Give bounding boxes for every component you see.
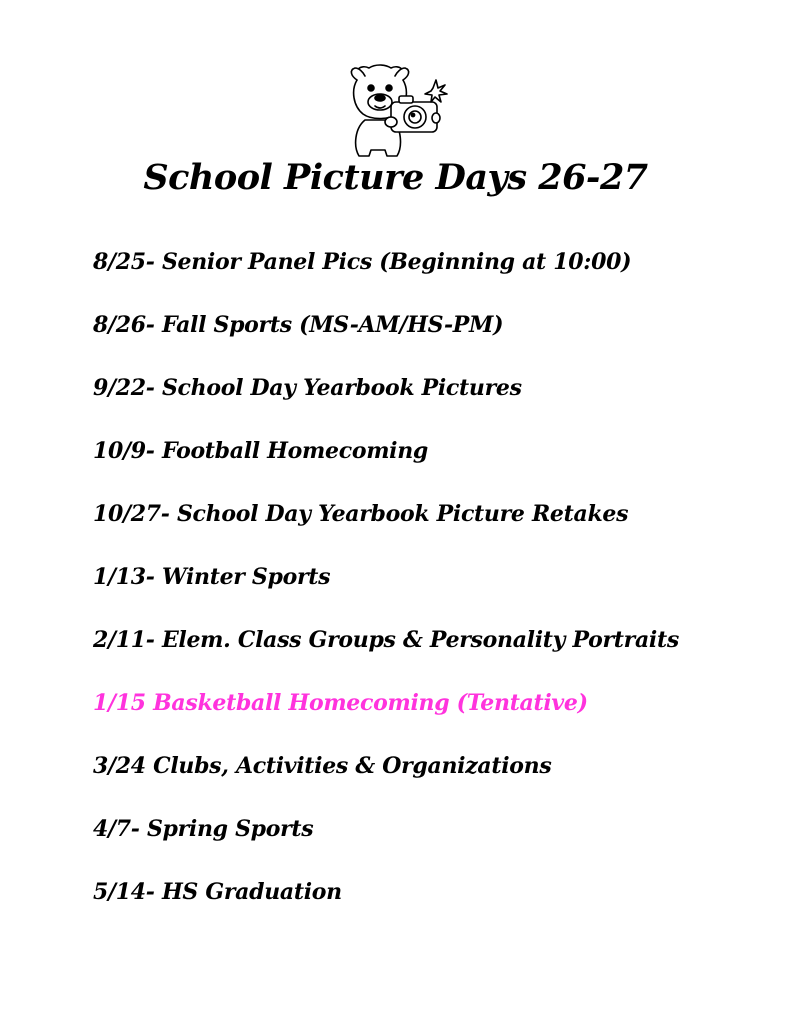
- list-item: 3/24 Clubs, Activities & Organizations: [93, 753, 552, 779]
- event-list: [93, 231, 773, 924]
- list-item: 2/11- Elem. Class Groups & Personality Portraits: [93, 627, 679, 653]
- list-item: 4/7- Spring Sports: [93, 816, 314, 842]
- list-item: 8/26- Fall Sports (MS-AM/HS-PM): [93, 312, 504, 338]
- list-item: 10/27- School Day Yearbook Picture Retakes: [93, 501, 629, 527]
- list-item: 5/14- HS Graduation: [93, 879, 342, 905]
- list-item: 8/25- Senior Panel Pics (Beginning at 10:00): [93, 249, 632, 275]
- page-title: School Picture Days 26-27: [143, 157, 648, 198]
- list-item: 10/9- Football Homecoming: [93, 438, 429, 464]
- list-item: 9/22- School Day Yearbook Pictures: [93, 375, 522, 401]
- list-item-highlighted: 1/15 Basketball Homecoming (Tentative): [93, 690, 588, 716]
- list-item: 1/13- Winter Sports: [93, 564, 331, 590]
